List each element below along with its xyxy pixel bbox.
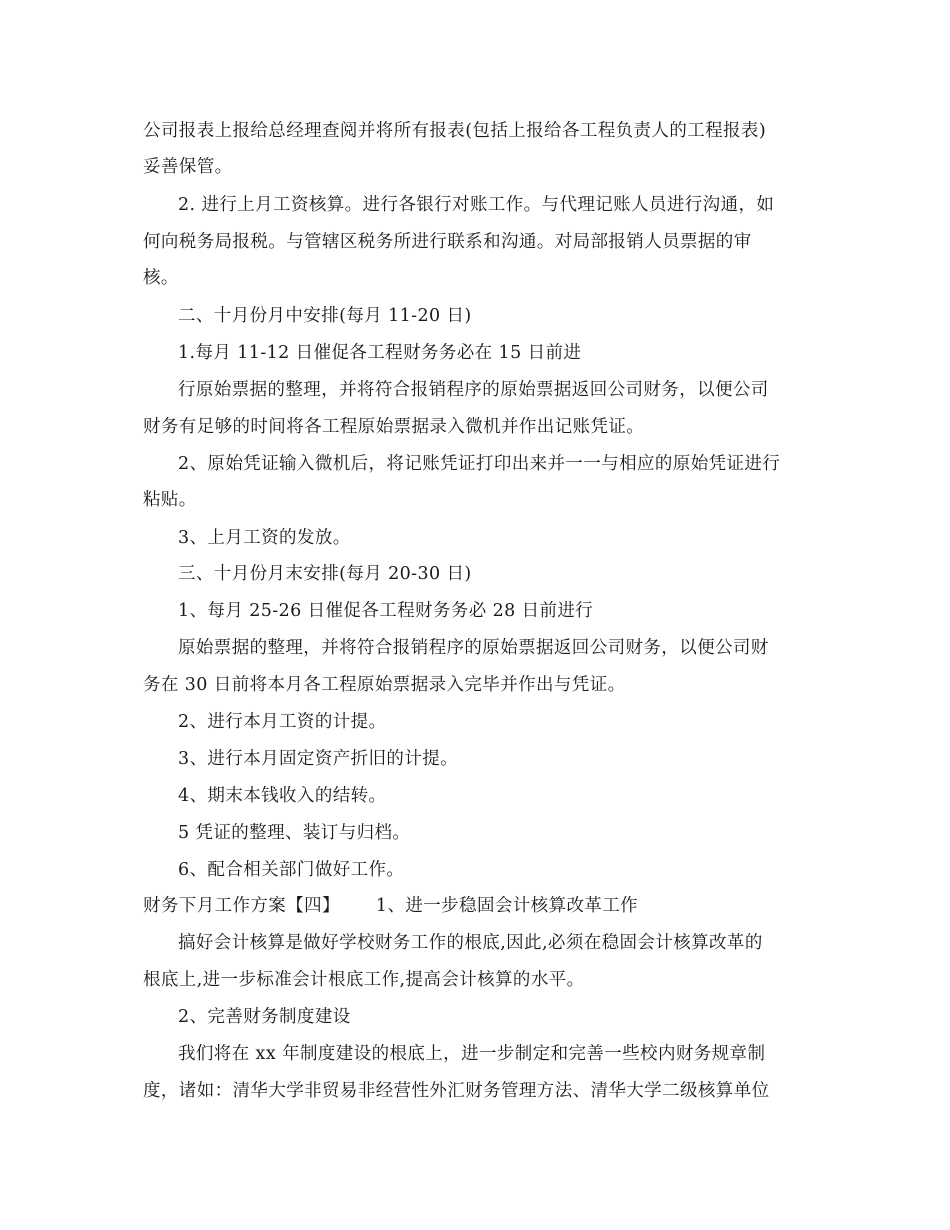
paragraph-line: 4、期末本钱收入的结转。	[178, 786, 387, 806]
paragraph-line: 1.每月 11-12 日催促各工程财务务必在 15 日前进	[178, 343, 582, 363]
paragraph-line: 财务有足够的时间将各工程原始票据录入微机并作出记账凭证。	[143, 417, 645, 437]
paragraph-line: 我们将在 xx 年制度建设的根底上，进一步制定和完善一些校内财务规章制	[178, 1044, 766, 1064]
paragraph-line: 2. 进行上月工资核算。进行各银行对账工作。与代理记账人员进行沟通，如	[178, 195, 775, 215]
plan-heading	[143, 894, 638, 918]
plan-title: 财务下月工作方案【四】	[143, 896, 340, 916]
paragraph-line: 2、进行本月工资的计提。	[178, 712, 387, 732]
paragraph-line: 粘贴。	[143, 490, 197, 510]
paragraph-line: 度，诸如：清华大学非贸易非经营性外汇财务管理方法、清华大学二级核算单位	[143, 1081, 770, 1101]
section-heading: 二、十月份月中安排(每月 11-20 日)	[178, 306, 472, 326]
paragraph-line: 何向税务局报税。与管辖区税务所进行联系和沟通。对局部报销人员票据的审	[143, 232, 752, 252]
paragraph-line: 根底上,进一步标准会计根底工作,提高会计核算的水平。	[143, 970, 585, 990]
paragraph-line: 搞好会计核算是做好学校财务工作的根底,因此,必须在稳固会计核算改革的	[178, 933, 763, 953]
paragraph-line: 6、配合相关部门做好工作。	[178, 860, 405, 880]
paragraph-line: 核。	[143, 268, 179, 288]
paragraph-line: 2、完善财务制度建设	[178, 1007, 351, 1027]
paragraph-line: 2、原始凭证输入微机后，将记账凭证打印出来并一一与相应的原始凭证进行	[178, 454, 781, 474]
paragraph-line: 3、进行本月固定资产折旧的计提。	[178, 749, 459, 769]
paragraph-line: 3、上月工资的发放。	[178, 528, 351, 548]
paragraph-line: 务在 30 日前将本月各工程原始票据录入完毕并作出与凭证。	[143, 675, 626, 695]
paragraph-line: 公司报表上报给总经理查阅并将所有报表(包括上报给各工程负责人的工程报表)	[143, 121, 767, 141]
plan-subtitle: 1、进一步稳固会计核算改革工作	[375, 896, 639, 916]
paragraph-line: 妥善保管。	[143, 157, 233, 177]
section-heading: 三、十月份月末安排(每月 20-30 日)	[178, 564, 472, 584]
paragraph-line: 5 凭证的整理、装订与归档。	[178, 823, 411, 843]
paragraph-line: 1、每月 25-26 日催促各工程财务务必 28 日前进行	[178, 601, 594, 621]
paragraph-line: 行原始票据的整理，并将符合报销程序的原始票据返回公司财务，以便公司	[178, 380, 769, 400]
paragraph-line: 原始票据的整理，并将符合报销程序的原始票据返回公司财务，以便公司财	[178, 638, 769, 658]
